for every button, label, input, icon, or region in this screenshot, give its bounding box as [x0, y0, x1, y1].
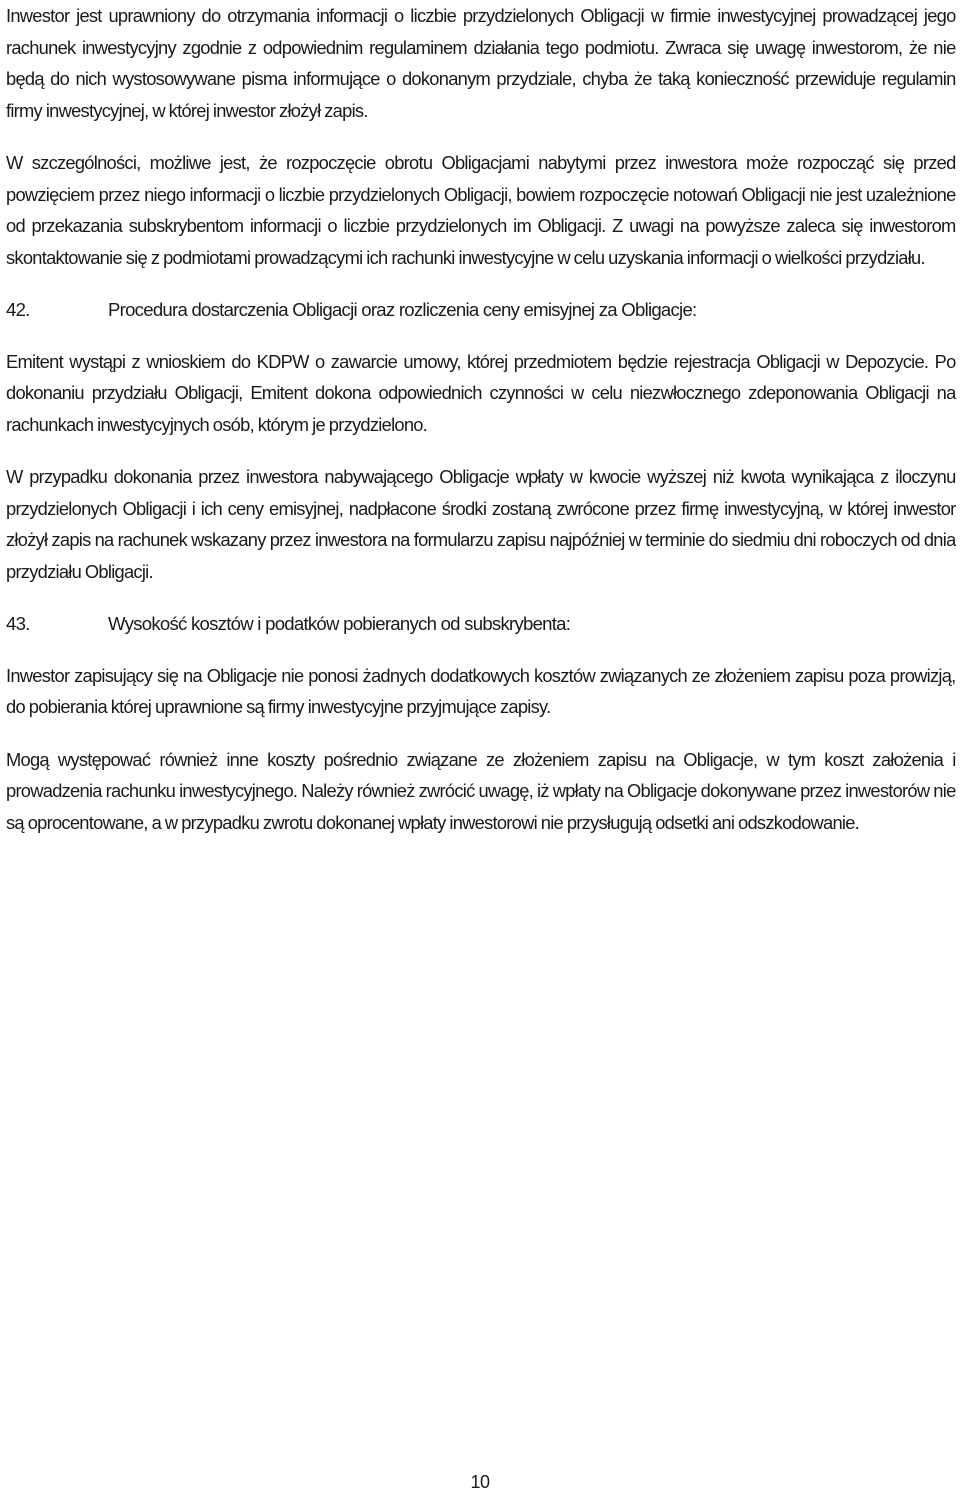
section-title: Wysokość kosztów i podatków pobieranych od subskrybenta: [108, 613, 571, 634]
paragraph-delivery-procedure: Emitent wystąpi z wnioskiem do KDPW o zawarcie umowy, której przedmiotem będzie rejestracja Obligacji w Depozycie. Po dokonaniu przydziału Obligacji, Emitent dokona odpowiednich czynności w celu niezwłocznego zdeponowania Obligacji na rachunkach inwestycyjnych osób, którym je przydzielono. [6, 350, 956, 435]
paragraph-other-costs: Mogą występować również inne koszty pośrednio związane ze złożeniem zapisu na Obligacje, w tym koszt założenia i prowadzenia rachunku inwestycyjnego. Należy również zwrócić uwagę, iż wpłaty na Obligacje dokonywane przez inwestorów nie są oprocentowane, a w przypadku zwrotu dokonanej wpłaty inwestorowi nie przysługują odsetki ani odszkodowanie. [6, 748, 956, 833]
paragraph-trading-start: W szczególności, możliwe jest, że rozpoczęcie obrotu Obligacjami nabytymi przez inwestora może rozpocząć się przed powzięciem przez niego informacji o liczbie przydzielonych Obligacji, bowiem rozpoczęcie notowań Obligacji nie jest uzależnione od przekazania subskrybentom informacji o liczbie przydzielonych im Obligacji. Z uwagi na powyższe zaleca się inwestorom skontaktowanie się z podmiotami prowadzącymi ich rachunki inwestycyjne w celu uzyskania informacji o wielkości przydziału. [6, 152, 956, 268]
paragraph-allotment-info: Inwestor jest uprawniony do otrzymania informacji o liczbie przydzielonych Obligacji w firmie inwestycyjnej prowadzącej jego rachunek inwestycyjny zgodnie z odpowiednim regulaminem działania tego podmiotu. Zwraca się uwagę inwestorom, że nie będą do nich wystosowywane pisma informujące o dokonanym przydziale, chyba że taką konieczność przewiduje regulamin firmy inwestycyjnej, w której inwestor złożył zapis. [6, 5, 956, 121]
section-number: 43. [6, 613, 30, 634]
section-heading-43 [6, 608, 956, 640]
section-title: Procedura dostarczenia Obligacji oraz rozliczenia ceny emisyjnej za Obligacje: [108, 299, 697, 320]
document-page [6, 0, 956, 838]
section-number: 42. [6, 299, 30, 320]
paragraph-overpayment-refund: W przypadku dokonania przez inwestora nabywającego Obligacje wpłaty w kwocie wyższej niż kwota wynikająca z iloczynu przydzielonych Obligacji i ich ceny emisyjnej, nadpłacone środki zostaną zwrócone przez firmę inwestycyjną, w której inwestor złożył zapis na rachunek wskazany przez inwestora na formularzu zapisu najpóźniej w terminie do siedmiu dni roboczych od dnia przydziału Obligacji. [6, 466, 956, 582]
section-heading-42 [6, 294, 956, 326]
page-number: 10 [470, 1472, 490, 1492]
paragraph-investor-costs: Inwestor zapisujący się na Obligacje nie ponosi żadnych dodatkowych kosztów związanych ze złożeniem zapisu poza prowizją, do pobierania której uprawnione są firmy inwestycyjne przyjmujące zapisy. [6, 664, 956, 717]
